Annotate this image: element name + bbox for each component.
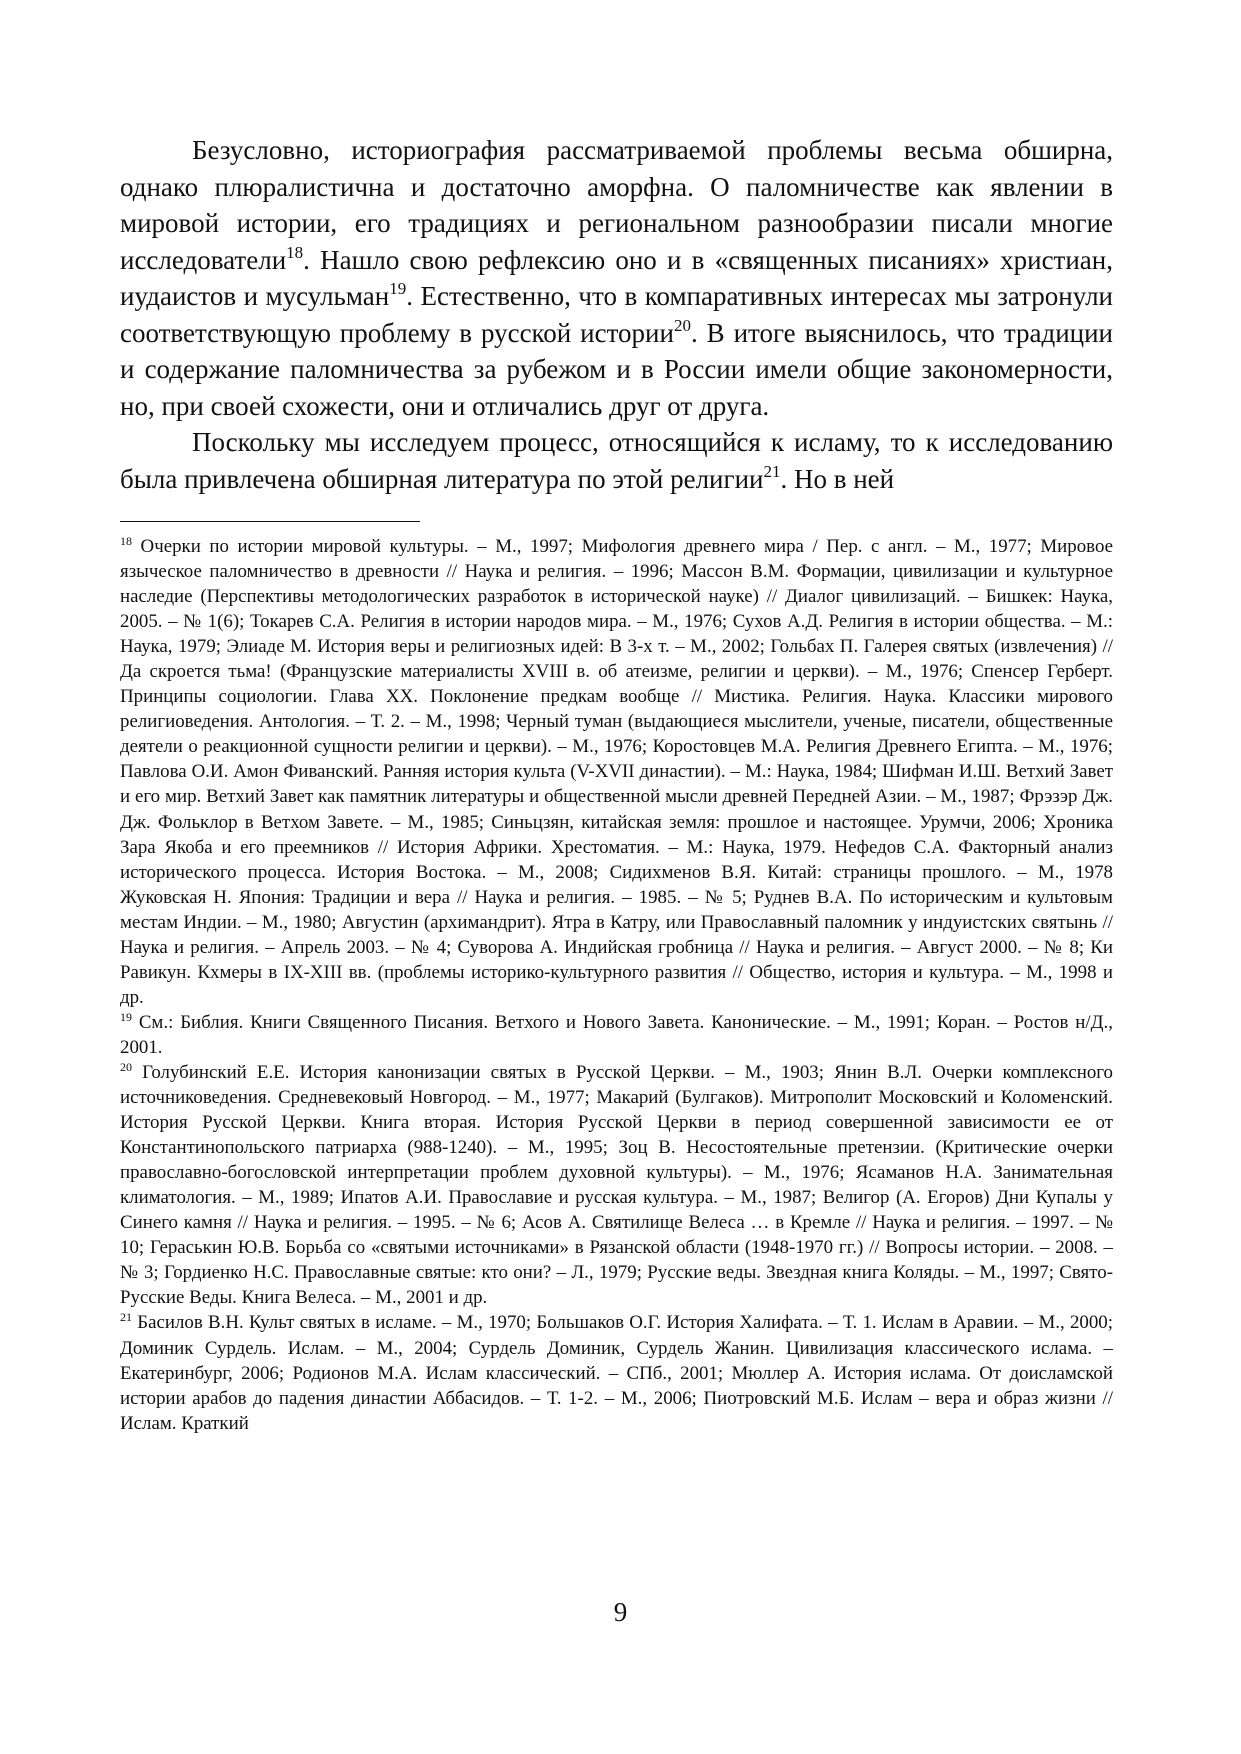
footnote-ref-21[interactable]: 21 [763,461,781,481]
text-run: Безусловно, историография рассматриваемой проблемы весьма обширна, однако плюралистична и достаточно аморфна. О паломничестве как явлении в мировой истории, его традициях и региональном разнообразии писали многие исследователи [120,135,1113,275]
paragraph [120,132,1113,424]
text-run: . В итоге выяснилось, что традиции и содержание паломничества за рубежом и в России имели общие закономерности, но, при своей схожести, они и отличались друг от друга. [120,317,1113,421]
footnote-text: Очерки по истории мировой культуры. – М., 1997; Мифология древнего мира / Пер. с англ. – М., 1977; Мировое языческое паломничество в древности // Наука и религия. – 1996; Массон В.М. Формации, цивилизации и культурное наследие (Перспективы методологических разработок в исторической науке) // Диалог цивилизаций. – Бишкек: Наука, 2005. – № 1(6); Токарев С.А. Религия в истории народов мира. – М., 1976; Сухов А.Д. Религия в истории общества. – М.: Наука, 1979; Элиаде М. История веры и религиозных идей: В 3-х т. – М., 2002; Гольбах П. Галерея святых (извлечения) // Да скроется тьма! (Французские материалисты XVIII в. об атеизме, религии и церкви). – М., 1976; Спенсер Герберт. Принципы социологии. Глава XX. Поклонение предкам вообще // Мистика. Религия. Наука. Классики мирового религиоведения. Антология. – Т. 2. – М., 1998; Черный туман (выдающиеся мыслители, ученые, писатели, общественные деятели о реакционной сущности религии и церкви). – М., 1976; Коростовцев М.А. Религия Древнего Египта. – М., 1976; Павлова О.И. Амон Фиванский. Ранняя история культа (V-XVII династии). – М.: Наука, 1984; Шифман И.Ш. Ветхий Завет и его мир. Ветхий Завет как памятник литературы и общественной мысли древней Передней Азии. – М., 1987; Фрэзэр Дж. Дж. Фольклор в Ветхом Завете. – М., 1985; Синьцзян, китайская земля: прошлое и настоящее. Урумчи, 2006; Хроника Зара Якоба и его преемников // История Африки. Хрестоматия. – М.: Наука, 1979. Нефедов С.А. Факторный анализ исторического процесса. История Востока. – М., 2008; Сидихменов В.Я. Китай: страницы прошлого. – М., 1978 Жуковская Н. Япония: Традиции и вера // Наука и религия. – 1985. – № 5; Руднев В.А. По историческим и культовым местам Индии. – М., 1980; Августин (архимандрит). Ятра в Катру, или Православный паломник у индуистских святынь // Наука и религия. – Апрель 2003. – № 4; Суворова А. Индийская гробница // Наука и религия. – Август 2000. – № 8; Ки Равикун. Кхмеры в IX-XIII вв. (проблемы историко-культурного развития // Общество, история и культура. – М., 1998 и др. [120,536,1113,1008]
footnote-text: Басилов В.Н. Культ святых в исламе. – М., 1970; Большаков О.Г. История Халифата. – Т. 1. Ислам в Аравии. – М., 2000; Доминик Сурдель. Ислам. – М., 2004; Сурдель Доминик, Сурдель Жанин. Цивилизация классического ислама. – Екатеринбург, 2006; Родионов М.А. Ислам классический. – СПб., 2001; Мюллер А. История ислама. От доисламской истории арабов до падения династии Аббасидов. – Т. 1-2. – М., 2006; Пиотровский М.Б. Ислам – вера и образ жизни // Ислам. Краткий [120,1312,1113,1434]
text-run: . Нашло свою рефлексию оно и в «священных писаниях» христиан, иудаистов и мусульман [120,244,1113,311]
footnote-ref-19[interactable]: 19 [389,279,407,298]
footnote-ref-18[interactable]: 18 [286,242,304,262]
footnote-ref-20[interactable]: 20 [673,315,691,335]
footnote-21 [120,1310,1113,1435]
text-run: Поскольку мы исследуем процесс, относящийся к исламу, то к исследованию была привлечена обширная литература по этой религии [120,427,1113,494]
main-text [120,132,1113,497]
footnote-separator [120,521,420,522]
text-run: . Естественно, что в компаративных интересах мы затронули соответствующую проблему в русской истории [120,281,1113,348]
text-run: . Но в ней [780,463,895,494]
footnote-text: См.: Библия. Книги Священного Писания. Ветхого и Нового Завета. Канонические. – М., 1991; Коран. – Ростов н/Д., 2001. [120,1011,1113,1058]
footnote-20 [120,1060,1113,1310]
footnote-number: 21 [120,1310,132,1325]
footnote-number: 20 [120,1059,132,1074]
paragraph [120,424,1113,497]
footnote-number: 18 [120,534,132,548]
page-number: 9 [613,1597,628,1627]
footnote-19 [120,1010,1113,1060]
footnote-text: Голубинский Е.Е. История канонизации святых в Русской Церкви. – М., 1903; Янин В.Л. Очерки комплексного источниковедения. Средневековый Новгород. – М., 1977; Макарий (Булгаков). Митрополит Московский и Коломенский. История Русской Церкви. Книга вторая. История Русской Церкви в период совершенной зависимости ее от Константинопольского патриарха (988-1240). – М., 1995; Зоц В. Несостоятельные претензии. (Критические очерки православно-богословской интерпретации проблем духовной культуры). – М., 1976; Ясаманов Н.А. Занимательная климатология. – М., 1989; Ипатов А.И. Православие и русская культура. – М., 1987; Велигор (А. Егоров) Дни Купалы у Синего камня // Наука и религия. – 1995. – № 6; Асов А. Святилище Велеса … в Кремле // Наука и религия. – 1997. – № 10; Гераськин Ю.В. Борьба со «святыми источниками» в Рязанской области (1948-1970 гг.) // Вопросы истории. – 2008. – № 3; Гордиенко Н.С. Православные святые: кто они? – Л., 1979; Русские веды. Звездная книга Коляды. – М., 1997; Свято-Русские Веды. Книга Велеса. – М., 2001 и др. [120,1061,1113,1309]
footnotes [120,534,1113,1436]
footnote-number: 19 [120,1009,132,1024]
page-content [120,132,1113,1436]
footnote-18 [120,534,1113,1010]
